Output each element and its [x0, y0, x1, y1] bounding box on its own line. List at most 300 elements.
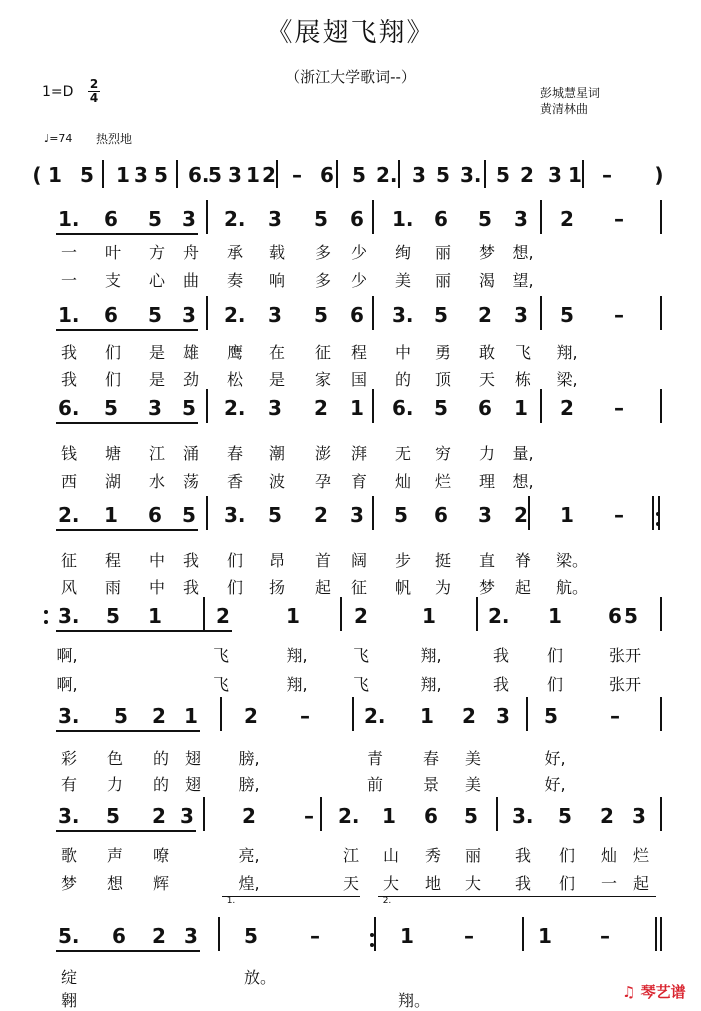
- lyric: 育: [350, 472, 367, 491]
- note: 3: [478, 503, 492, 527]
- lyric: 西: [60, 472, 77, 491]
- note: 3: [268, 303, 282, 327]
- lyric: 们: [546, 675, 563, 694]
- note: 3: [350, 503, 364, 527]
- note: 3: [180, 804, 194, 828]
- lyric: 们: [226, 551, 243, 570]
- lyric: 我: [492, 675, 509, 694]
- lyric: 膀,: [238, 749, 260, 768]
- note: 3.: [58, 604, 80, 628]
- lyric: 翔,: [420, 646, 442, 665]
- lyric: 昂: [268, 551, 285, 570]
- note: 1: [184, 704, 198, 728]
- barline: [176, 160, 178, 188]
- lyric: 是: [148, 370, 165, 389]
- lyric: 风: [60, 578, 77, 597]
- lyric: 塘: [104, 444, 121, 463]
- note: 3: [182, 207, 196, 231]
- lyric: 步: [394, 551, 411, 570]
- watermark-text: 琴艺谱: [640, 983, 686, 1001]
- beam-underline: [56, 630, 232, 632]
- lyric: 我: [514, 846, 531, 865]
- lyric: 无: [394, 444, 411, 463]
- note: 3: [182, 303, 196, 327]
- lyric: 澎: [314, 444, 331, 463]
- lyric: 松: [226, 370, 243, 389]
- lyric: 一: [60, 243, 77, 262]
- lyric: 支: [104, 271, 121, 290]
- beam-underline: [56, 329, 198, 331]
- lyric: 孕: [314, 472, 331, 491]
- note: 2: [152, 704, 166, 728]
- note: 3.: [460, 163, 482, 187]
- note: 1: [420, 704, 434, 728]
- lyric: 少: [350, 243, 367, 262]
- barline: [398, 160, 400, 188]
- lyric: 劲: [182, 370, 199, 389]
- lyric: 曲: [182, 271, 199, 290]
- lyric: 奏: [226, 271, 243, 290]
- lyric: 我: [514, 874, 531, 893]
- lyric: 穷: [434, 444, 451, 463]
- lyric: 程: [104, 551, 121, 570]
- lyric: 放。: [244, 968, 277, 987]
- barline: [206, 296, 208, 330]
- beam-underline: [56, 730, 200, 732]
- barline: [522, 917, 524, 951]
- lyric: 亮,: [238, 846, 260, 865]
- note: 1: [350, 396, 364, 420]
- note: –: [610, 704, 620, 728]
- note: 2: [520, 163, 534, 187]
- lyric: 彩: [60, 749, 77, 768]
- note: 6.: [58, 396, 80, 420]
- note: 3: [496, 704, 510, 728]
- lyric: 波: [268, 472, 285, 491]
- repeat-close-paren: ): [654, 163, 664, 187]
- lyric: 开: [624, 675, 641, 694]
- lyric: 望,: [512, 271, 534, 290]
- note: 1: [400, 924, 414, 948]
- barline: [372, 496, 374, 530]
- barline: [484, 160, 486, 188]
- note: –: [304, 804, 314, 828]
- lyric: 多: [314, 243, 331, 262]
- note: 1: [104, 503, 118, 527]
- note: 3: [268, 396, 282, 420]
- lyric: 翅: [184, 749, 201, 768]
- beam-underline: [56, 950, 200, 952]
- repeat-dot: [370, 933, 374, 937]
- lyric: 美: [394, 271, 411, 290]
- lyric: 渴: [478, 271, 495, 290]
- lyric: 美: [464, 775, 481, 794]
- beam-underline: [56, 233, 198, 235]
- note: 2.: [224, 303, 246, 327]
- lyric: 想: [106, 874, 123, 893]
- lyric: 敢: [478, 343, 495, 362]
- note: 5: [114, 704, 128, 728]
- barline: [340, 597, 342, 631]
- lyric: 湃: [350, 444, 367, 463]
- repeat-dot: [44, 620, 48, 624]
- lyric: 湖: [104, 472, 121, 491]
- note: 3.: [392, 303, 414, 327]
- barline: [582, 160, 584, 188]
- note: 5: [434, 396, 448, 420]
- lyric: 为: [434, 578, 451, 597]
- lyric: 们: [546, 646, 563, 665]
- lyric: 程: [350, 343, 367, 362]
- barline: [218, 917, 220, 951]
- note: 3: [148, 396, 162, 420]
- lyric: 景: [422, 775, 439, 794]
- lyric: 前: [366, 775, 383, 794]
- lyric: 挺: [434, 551, 451, 570]
- note: 2: [462, 704, 476, 728]
- lyric: 起: [314, 578, 331, 597]
- lyric: 想,: [512, 472, 534, 491]
- repeat-dot: [370, 943, 374, 947]
- lyric: 想,: [512, 243, 534, 262]
- note: 5: [148, 303, 162, 327]
- barline: [528, 496, 530, 530]
- lyric: 潮: [268, 444, 285, 463]
- lyric: 心: [148, 271, 165, 290]
- lyric: 栋: [514, 370, 531, 389]
- note: 2: [600, 804, 614, 828]
- barline: [660, 200, 662, 234]
- note: 5: [478, 207, 492, 231]
- lyric: 水: [148, 472, 165, 491]
- lyric: 梁,: [556, 370, 578, 389]
- note: 3: [412, 163, 426, 187]
- note: 2: [152, 804, 166, 828]
- lyric: 载: [268, 243, 285, 262]
- lyric: 帆: [394, 578, 411, 597]
- lyric: 江: [342, 846, 359, 865]
- lyric: 香: [226, 472, 243, 491]
- lyric: 中: [148, 578, 165, 597]
- lyric: 翔,: [286, 675, 308, 694]
- note: 5: [558, 804, 572, 828]
- note: 6: [350, 303, 364, 327]
- lyric: 飞: [212, 646, 229, 665]
- lyric: 青: [366, 749, 383, 768]
- barline: [655, 917, 657, 951]
- note: 6: [608, 604, 622, 628]
- lyric: 首: [314, 551, 331, 570]
- lyric: 我: [182, 551, 199, 570]
- note: 3.: [224, 503, 246, 527]
- note: 2.: [364, 704, 386, 728]
- barline: [372, 200, 374, 234]
- lyric: 阔: [350, 551, 367, 570]
- note: 2: [560, 396, 574, 420]
- note: –: [614, 396, 624, 420]
- note: –: [600, 924, 610, 948]
- note: 5: [182, 396, 196, 420]
- lyric: 丽: [434, 243, 451, 262]
- lyric: 声: [106, 846, 123, 865]
- note: 6.: [188, 163, 210, 187]
- note: 5: [314, 303, 328, 327]
- lyric: 天: [478, 370, 495, 389]
- lyric: 膀,: [238, 775, 260, 794]
- lyric: 绽: [60, 968, 77, 987]
- meter-top: 2: [89, 77, 99, 91]
- note: 2.: [224, 396, 246, 420]
- lyric: 江: [148, 444, 165, 463]
- note: 2: [560, 207, 574, 231]
- repeat-dot: [656, 522, 660, 526]
- barline: [102, 160, 104, 188]
- lyric: 我: [60, 343, 77, 362]
- lyric: 烂: [434, 472, 451, 491]
- lyric: 好,: [544, 749, 566, 768]
- note: 5: [208, 163, 222, 187]
- note: 2: [514, 503, 528, 527]
- note: –: [614, 303, 624, 327]
- lyric: 春: [226, 444, 243, 463]
- note: 5: [464, 804, 478, 828]
- lyric: 梁。: [556, 551, 589, 570]
- key-signature: 1=D: [42, 84, 74, 100]
- lyric: 钱: [60, 444, 77, 463]
- lyric: 翔。: [398, 991, 431, 1010]
- lyric: 山: [382, 846, 399, 865]
- lyric: 起: [514, 578, 531, 597]
- note: 6: [424, 804, 438, 828]
- beam-underline: [56, 529, 198, 531]
- lyric: 秀: [424, 846, 441, 865]
- lyric: 丽: [434, 271, 451, 290]
- repeat-dot: [44, 610, 48, 614]
- note: 3: [134, 163, 148, 187]
- note: 6: [478, 396, 492, 420]
- lyric: 我: [182, 578, 199, 597]
- barline: [660, 296, 662, 330]
- note: 5: [314, 207, 328, 231]
- note: 3: [514, 303, 528, 327]
- note: 6: [148, 503, 162, 527]
- lyric: 勇: [434, 343, 451, 362]
- lyric: 有: [60, 775, 77, 794]
- note: 5: [624, 604, 638, 628]
- barline: [660, 597, 662, 631]
- note: 5: [436, 163, 450, 187]
- note: 5: [106, 604, 120, 628]
- lyric: 叶: [104, 243, 121, 262]
- note: –: [602, 163, 612, 187]
- note: 1: [116, 163, 130, 187]
- lyric: 鹰: [226, 343, 243, 362]
- lyric: 张: [608, 646, 625, 665]
- song-subtitle: （浙江大学歌词--）: [285, 68, 416, 86]
- note: 1.: [58, 207, 80, 231]
- lyric: 们: [104, 370, 121, 389]
- note: 5: [268, 503, 282, 527]
- song-title: 《展翅飞翔》: [266, 18, 435, 48]
- lyric: 飞: [352, 646, 369, 665]
- barline: [374, 917, 376, 951]
- note: –: [464, 924, 474, 948]
- note: 5: [80, 163, 94, 187]
- note: 6: [104, 207, 118, 231]
- note: 5: [182, 503, 196, 527]
- note: 6: [104, 303, 118, 327]
- note: –: [300, 704, 310, 728]
- lyricist-credit: 彭城慧星词: [540, 86, 601, 100]
- barline: [276, 160, 278, 188]
- note: 2: [354, 604, 368, 628]
- lyric: 我: [60, 370, 77, 389]
- lyric: 飞: [212, 675, 229, 694]
- meter-bottom: 4: [89, 91, 99, 105]
- lyric: 国: [350, 370, 367, 389]
- lyric: 征: [314, 343, 331, 362]
- lyric: 翔,: [556, 343, 578, 362]
- barline: [476, 597, 478, 631]
- note: –: [614, 503, 624, 527]
- note: 2.: [338, 804, 360, 828]
- note: 1: [382, 804, 396, 828]
- barline: [206, 389, 208, 423]
- note: 3: [268, 207, 282, 231]
- lyric: 翱: [60, 991, 77, 1010]
- barline: [526, 697, 528, 731]
- barline: [220, 697, 222, 731]
- note: 5: [104, 396, 118, 420]
- lyric: 是: [148, 343, 165, 362]
- barline: [540, 389, 542, 423]
- lyric: 们: [226, 578, 243, 597]
- note: 3: [632, 804, 646, 828]
- lyric: 大: [464, 874, 481, 893]
- lyric: 翅: [184, 775, 201, 794]
- lyric: 征: [350, 578, 367, 597]
- note: 1: [568, 163, 582, 187]
- lyric: 啊,: [56, 646, 78, 665]
- lyric: 飞: [514, 343, 531, 362]
- note: 5: [560, 303, 574, 327]
- barline: [320, 797, 322, 831]
- note: 2: [242, 804, 256, 828]
- lyric: 天: [342, 874, 359, 893]
- lyric: 一: [60, 271, 77, 290]
- volta-2-label: 2.: [382, 896, 392, 906]
- note: 3.: [512, 804, 534, 828]
- lyric: 翔,: [286, 646, 308, 665]
- note: 2: [314, 503, 328, 527]
- note: 1.: [392, 207, 414, 231]
- lyric: 地: [424, 874, 441, 893]
- barline: [540, 296, 542, 330]
- note: 3: [548, 163, 562, 187]
- note: 6: [112, 924, 126, 948]
- lyric: 翔,: [420, 675, 442, 694]
- lyric: 多: [314, 271, 331, 290]
- note: 2: [152, 924, 166, 948]
- lyric: 梦: [478, 578, 495, 597]
- note: 5: [154, 163, 168, 187]
- note: 1: [560, 503, 574, 527]
- note: 5: [106, 804, 120, 828]
- lyric: 理: [478, 472, 495, 491]
- note: 3: [228, 163, 242, 187]
- lyric: 大: [382, 874, 399, 893]
- watermark-logo: ♫ 琴艺谱: [622, 983, 686, 1001]
- lyric: 响: [268, 271, 285, 290]
- note: –: [614, 207, 624, 231]
- lyric: 我: [492, 646, 509, 665]
- note: 6.: [392, 396, 414, 420]
- note: 5: [244, 924, 258, 948]
- lyric: 煌,: [238, 874, 260, 893]
- note: 1: [422, 604, 436, 628]
- lyric: 航。: [556, 578, 589, 597]
- barline: [372, 296, 374, 330]
- lyric: 绚: [394, 243, 411, 262]
- barline: [203, 797, 205, 831]
- lyric: 中: [394, 343, 411, 362]
- lyric: 荡: [182, 472, 199, 491]
- note: 1: [538, 924, 552, 948]
- lyric: 好,: [544, 775, 566, 794]
- barline: [206, 496, 208, 530]
- lyric: 扬: [268, 578, 285, 597]
- lyric: 们: [558, 846, 575, 865]
- barline: [203, 597, 205, 631]
- lyric: 承: [226, 243, 243, 262]
- barline: [352, 697, 354, 731]
- lyric: 少: [350, 271, 367, 290]
- barline: [372, 389, 374, 423]
- repeat-open-paren: (: [32, 163, 42, 187]
- lyric: 开: [624, 646, 641, 665]
- barline: [336, 160, 338, 188]
- lyric: 顶: [434, 370, 451, 389]
- note: 5: [394, 503, 408, 527]
- note: 3: [184, 924, 198, 948]
- note: 2: [244, 704, 258, 728]
- beam-underline: [56, 422, 198, 424]
- note: 5: [148, 207, 162, 231]
- lyric: 春: [422, 749, 439, 768]
- note: 5: [434, 303, 448, 327]
- note: 1: [148, 604, 162, 628]
- volta-1-bracket: [222, 896, 360, 897]
- barline: [660, 697, 662, 731]
- lyric: 舟: [182, 243, 199, 262]
- note: 2.: [488, 604, 510, 628]
- lyric: 雨: [104, 578, 121, 597]
- lyric: 力: [478, 444, 495, 463]
- lyric: 们: [104, 343, 121, 362]
- lyric: 中: [148, 551, 165, 570]
- lyric: 啊,: [56, 675, 78, 694]
- note: –: [292, 163, 302, 187]
- lyric: 直: [478, 551, 495, 570]
- lyric: 丽: [464, 846, 481, 865]
- note: 5: [544, 704, 558, 728]
- note: 2: [262, 163, 276, 187]
- lyric: 梦: [478, 243, 495, 262]
- lyric: 色: [106, 749, 123, 768]
- barline: [660, 389, 662, 423]
- lyric: 的: [152, 749, 169, 768]
- lyric: 们: [558, 874, 575, 893]
